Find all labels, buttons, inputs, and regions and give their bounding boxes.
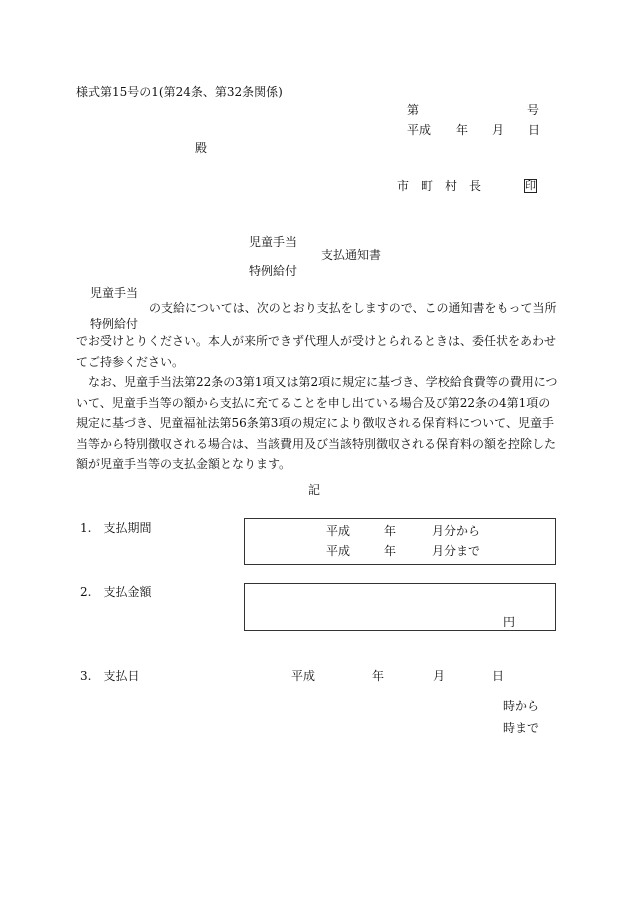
body-paragraph-1: でお受けとりください。本人が来所できず代理人が受けとられるときは、委任状をあわせてご持参ください。	[76, 334, 557, 369]
payment-date-label: 3. 支払日	[80, 669, 140, 683]
period-from-year: 年	[384, 524, 397, 538]
body-option-1: 児童手当	[90, 286, 139, 300]
date-year: 年	[456, 123, 469, 137]
issuer-name: 市 町 村 長	[397, 179, 482, 193]
date-era: 平成	[407, 123, 432, 137]
body-option-2: 特例給付	[90, 317, 139, 331]
date-day: 日	[528, 123, 541, 137]
document-title: 支払通知書	[321, 248, 382, 262]
period-to-era: 平成	[326, 544, 351, 558]
payment-amount-label: 2. 支払金額	[80, 585, 152, 599]
body-text-line1: の支給については、次のとおり支払をしますので、この通知書をもって当所	[149, 301, 557, 315]
payment-date-month: 月	[433, 669, 446, 683]
payment-time-from: 時から	[503, 699, 540, 713]
title-option-1: 児童手当	[249, 235, 298, 249]
title-option-2: 特例給付	[249, 264, 298, 278]
payment-date-era: 平成	[291, 669, 316, 683]
period-from-era: 平成	[326, 524, 351, 538]
doc-number-prefix: 第	[407, 103, 420, 117]
ki-heading: 記	[308, 483, 321, 497]
payment-time-to: 時まで	[503, 721, 540, 735]
payment-period-label: 1. 支払期間	[80, 521, 152, 535]
date-month: 月	[492, 123, 505, 137]
period-to-month: 月分まで	[432, 544, 481, 558]
body-paragraph-2: なお、児童手当法第22条の3第1項又は第2項に規定に基づき、学校給食費等の費用について、児童手当等の額から支払に充てることを申し出ている場合及び第22条の4第1項の規定に基づき、児童福祉法第56条第3項の規定により徴収される保育料について、児童手当等から特別徴収される場合は、当該費用及び当該特別徴収される保育料の額を控除した額が児童手当等の支払金額となります。	[76, 375, 558, 472]
payment-date-year: 年	[372, 669, 385, 683]
period-to-year: 年	[384, 544, 397, 558]
amount-unit: 円	[503, 615, 516, 629]
addressee-honorific: 殿	[195, 141, 208, 155]
doc-number-suffix: 号	[527, 103, 540, 117]
form-number: 様式第15号の1(第24条、第32条関係)	[76, 85, 283, 99]
payment-period-box	[244, 518, 556, 565]
seal-stamp-icon: 印	[525, 179, 536, 192]
period-from-month: 月分から	[432, 524, 481, 538]
payment-date-day: 日	[492, 669, 505, 683]
